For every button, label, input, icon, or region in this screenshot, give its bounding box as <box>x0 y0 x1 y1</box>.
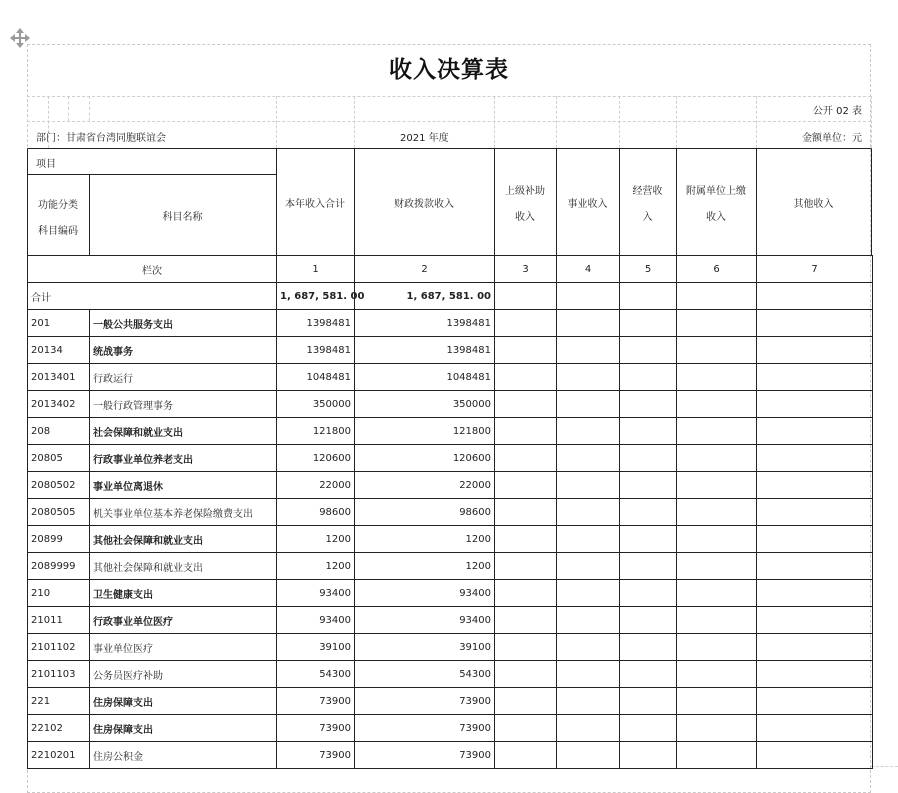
table-row <box>28 418 873 445</box>
empty-cell <box>557 472 620 499</box>
empty-cell <box>677 472 757 499</box>
empty-cell <box>495 580 557 607</box>
empty-cell <box>677 310 757 337</box>
subject-name: 一般公共服务支出 <box>90 310 277 337</box>
empty-cell <box>757 742 873 769</box>
subject-code: 21011 <box>28 607 90 634</box>
fiscal-income-value: 22000 <box>355 472 495 499</box>
empty-cell <box>620 391 677 418</box>
table-row <box>28 661 873 688</box>
empty-cell <box>757 526 873 553</box>
empty-cell <box>495 553 557 580</box>
page-title: 收入决算表 <box>389 57 509 83</box>
total-income-value: 22000 <box>277 472 355 499</box>
empty-cell <box>557 499 620 526</box>
subject-code: 2013401 <box>28 364 90 391</box>
empty-cell <box>757 283 873 310</box>
empty-cell <box>757 472 873 499</box>
empty-cell <box>677 715 757 742</box>
subject-name: 公务员医疗补助 <box>90 661 277 688</box>
total-income-value: 93400 <box>277 580 355 607</box>
fiscal-income-value: 1048481 <box>355 364 495 391</box>
empty-cell <box>557 418 620 445</box>
empty-cell <box>495 310 557 337</box>
empty-cell <box>677 607 757 634</box>
subject-name: 住房保障支出 <box>90 715 277 742</box>
empty-cell <box>557 634 620 661</box>
empty-cell <box>620 688 677 715</box>
empty-cell <box>757 337 873 364</box>
empty-cell <box>677 445 757 472</box>
empty-cell <box>557 445 620 472</box>
empty-cell <box>620 634 677 661</box>
empty-cell <box>757 688 873 715</box>
column-index-label: 栏次 <box>28 256 277 283</box>
empty-cell <box>620 742 677 769</box>
empty-cell <box>557 337 620 364</box>
total-income-value: 1, 687, 581. 00 <box>277 283 355 310</box>
header-other-income: 其他收入 <box>793 199 834 210</box>
empty-cell <box>495 499 557 526</box>
total-income-value: 93400 <box>277 607 355 634</box>
empty-cell <box>620 337 677 364</box>
header-total-income: 本年收入合计 <box>285 199 345 210</box>
empty-cell <box>677 580 757 607</box>
empty-cell <box>757 553 873 580</box>
table-row <box>28 742 873 769</box>
income-table <box>27 255 873 769</box>
subject-code: 20134 <box>28 337 90 364</box>
empty-cell <box>677 283 757 310</box>
subject-name: 其他社会保障和就业支出 <box>90 526 277 553</box>
table-row <box>28 607 873 634</box>
table-row <box>28 364 873 391</box>
empty-cell <box>677 661 757 688</box>
subject-code: 2013402 <box>28 391 90 418</box>
empty-cell <box>677 742 757 769</box>
subject-name: 行政事业单位养老支出 <box>90 445 277 472</box>
department-label: 部门：甘肃省台湾同胞联谊会 <box>36 133 166 144</box>
column-index-row <box>28 256 873 283</box>
total-fiscal-value: 1, 687, 581. 00 <box>355 283 495 310</box>
empty-cell <box>495 526 557 553</box>
subject-code: 2101102 <box>28 634 90 661</box>
fiscal-income-value: 39100 <box>355 634 495 661</box>
subject-name: 统战事务 <box>90 337 277 364</box>
fiscal-income-value: 121800 <box>355 418 495 445</box>
empty-cell <box>677 364 757 391</box>
subject-code: 2080505 <box>28 499 90 526</box>
empty-cell <box>620 472 677 499</box>
subject-code: 2089999 <box>28 553 90 580</box>
fiscal-income-value: 120600 <box>355 445 495 472</box>
total-income-value: 73900 <box>277 688 355 715</box>
empty-cell <box>495 337 557 364</box>
empty-cell <box>557 310 620 337</box>
table-row <box>28 580 873 607</box>
empty-cell <box>557 364 620 391</box>
header-affiliated-income-2: 收入 <box>706 212 726 223</box>
subject-name: 行政运行 <box>90 364 277 391</box>
empty-cell <box>495 391 557 418</box>
total-income-value: 1200 <box>277 526 355 553</box>
empty-cell <box>757 715 873 742</box>
total-income-value: 1048481 <box>277 364 355 391</box>
empty-cell <box>495 445 557 472</box>
subject-code: 208 <box>28 418 90 445</box>
column-index: 1 <box>277 256 355 283</box>
subject-name: 社会保障和就业支出 <box>90 418 277 445</box>
empty-cell <box>677 337 757 364</box>
empty-cell <box>620 418 677 445</box>
header-business-income: 事业收入 <box>567 199 608 210</box>
header-subject-code: 科目编码 <box>38 226 78 237</box>
subject-code: 2210201 <box>28 742 90 769</box>
subject-name: 一般行政管理事务 <box>90 391 277 418</box>
header-superior-subsidy: 上级补助 <box>505 186 545 197</box>
subject-name: 其他社会保障和就业支出 <box>90 553 277 580</box>
fiscal-income-value: 1398481 <box>355 310 495 337</box>
column-index: 7 <box>757 256 873 283</box>
subject-name: 卫生健康支出 <box>90 580 277 607</box>
empty-cell <box>677 391 757 418</box>
table-row <box>28 634 873 661</box>
empty-cell <box>620 580 677 607</box>
empty-cell <box>620 364 677 391</box>
total-income-value: 54300 <box>277 661 355 688</box>
subject-code: 20899 <box>28 526 90 553</box>
empty-cell <box>557 580 620 607</box>
empty-cell <box>495 283 557 310</box>
empty-cell <box>620 499 677 526</box>
form-code: 公开 02 表 <box>812 106 862 117</box>
header-superior-subsidy-2: 收入 <box>515 212 535 223</box>
subject-code: 22102 <box>28 715 90 742</box>
subject-code: 2101103 <box>28 661 90 688</box>
empty-cell <box>495 634 557 661</box>
subject-code: 201 <box>28 310 90 337</box>
subject-code: 210 <box>28 580 90 607</box>
empty-cell <box>557 661 620 688</box>
guide-line <box>871 766 898 767</box>
empty-cell <box>557 553 620 580</box>
fiscal-income-value: 93400 <box>355 607 495 634</box>
fiscal-income-value: 1200 <box>355 526 495 553</box>
empty-cell <box>557 688 620 715</box>
subject-code: 2080502 <box>28 472 90 499</box>
empty-cell <box>495 715 557 742</box>
table-row <box>28 310 873 337</box>
fiscal-income-value: 93400 <box>355 580 495 607</box>
empty-cell <box>557 742 620 769</box>
header-item: 项目 <box>36 159 56 170</box>
empty-cell <box>757 391 873 418</box>
fiscal-income-value: 73900 <box>355 688 495 715</box>
total-income-value: 350000 <box>277 391 355 418</box>
empty-cell <box>620 445 677 472</box>
total-income-value: 1200 <box>277 553 355 580</box>
empty-cell <box>757 445 873 472</box>
empty-cell <box>757 661 873 688</box>
empty-cell <box>557 715 620 742</box>
table-row <box>28 526 873 553</box>
subject-name: 事业单位医疗 <box>90 634 277 661</box>
empty-cell <box>757 499 873 526</box>
empty-cell <box>620 661 677 688</box>
header-func-class: 功能分类 <box>38 200 78 211</box>
header-subject-name: 科目名称 <box>162 212 203 223</box>
empty-cell <box>557 283 620 310</box>
table-row <box>28 337 873 364</box>
total-income-value: 73900 <box>277 715 355 742</box>
empty-cell <box>620 715 677 742</box>
total-label: 合计 <box>28 283 277 310</box>
subject-name: 机关事业单位基本养老保险缴费支出 <box>90 499 277 526</box>
column-index: 5 <box>620 256 677 283</box>
empty-cell <box>757 310 873 337</box>
subject-code: 221 <box>28 688 90 715</box>
fiscal-income-value: 54300 <box>355 661 495 688</box>
total-row <box>28 283 873 310</box>
empty-cell <box>677 499 757 526</box>
subject-name: 事业单位离退休 <box>90 472 277 499</box>
fiscal-income-value: 98600 <box>355 499 495 526</box>
total-income-value: 120600 <box>277 445 355 472</box>
empty-cell <box>620 283 677 310</box>
table-row <box>28 553 873 580</box>
column-index: 4 <box>557 256 620 283</box>
empty-cell <box>620 553 677 580</box>
header-fiscal-income: 财政拨款收入 <box>394 199 454 210</box>
empty-cell <box>757 364 873 391</box>
empty-cell <box>677 526 757 553</box>
empty-cell <box>757 607 873 634</box>
empty-cell <box>557 526 620 553</box>
empty-cell <box>557 607 620 634</box>
column-index: 3 <box>495 256 557 283</box>
empty-cell <box>677 688 757 715</box>
fiscal-income-value: 1200 <box>355 553 495 580</box>
empty-cell <box>495 607 557 634</box>
empty-cell <box>557 391 620 418</box>
column-index: 6 <box>677 256 757 283</box>
empty-cell <box>495 742 557 769</box>
fiscal-income-value: 1398481 <box>355 337 495 364</box>
empty-cell <box>495 472 557 499</box>
table-row <box>28 688 873 715</box>
empty-cell <box>677 553 757 580</box>
subject-name: 行政事业单位医疗 <box>90 607 277 634</box>
table-row <box>28 472 873 499</box>
column-index: 2 <box>355 256 495 283</box>
total-income-value: 39100 <box>277 634 355 661</box>
total-income-value: 73900 <box>277 742 355 769</box>
year-label: 2021 年度 <box>400 133 449 144</box>
empty-cell <box>495 661 557 688</box>
subject-name: 住房公积金 <box>90 742 277 769</box>
empty-cell <box>757 634 873 661</box>
empty-cell <box>757 580 873 607</box>
header-operating-income-2: 入 <box>642 212 653 223</box>
empty-cell <box>677 418 757 445</box>
table-row <box>28 499 873 526</box>
fiscal-income-value: 73900 <box>355 742 495 769</box>
empty-cell <box>620 607 677 634</box>
total-income-value: 1398481 <box>277 337 355 364</box>
total-income-value: 121800 <box>277 418 355 445</box>
table-row <box>28 715 873 742</box>
empty-cell <box>495 688 557 715</box>
empty-cell <box>495 418 557 445</box>
table-row <box>28 445 873 472</box>
subject-name: 住房保障支出 <box>90 688 277 715</box>
empty-cell <box>620 310 677 337</box>
empty-cell <box>495 364 557 391</box>
fiscal-income-value: 73900 <box>355 715 495 742</box>
table-row <box>28 391 873 418</box>
unit-label: 金额单位：元 <box>802 133 862 144</box>
empty-cell <box>620 526 677 553</box>
header-affiliated-income: 附属单位上缴 <box>686 186 746 197</box>
subject-code: 20805 <box>28 445 90 472</box>
empty-cell <box>677 634 757 661</box>
fiscal-income-value: 350000 <box>355 391 495 418</box>
header-operating-income: 经营收 <box>632 186 663 197</box>
total-income-value: 1398481 <box>277 310 355 337</box>
total-income-value: 98600 <box>277 499 355 526</box>
empty-cell <box>757 418 873 445</box>
